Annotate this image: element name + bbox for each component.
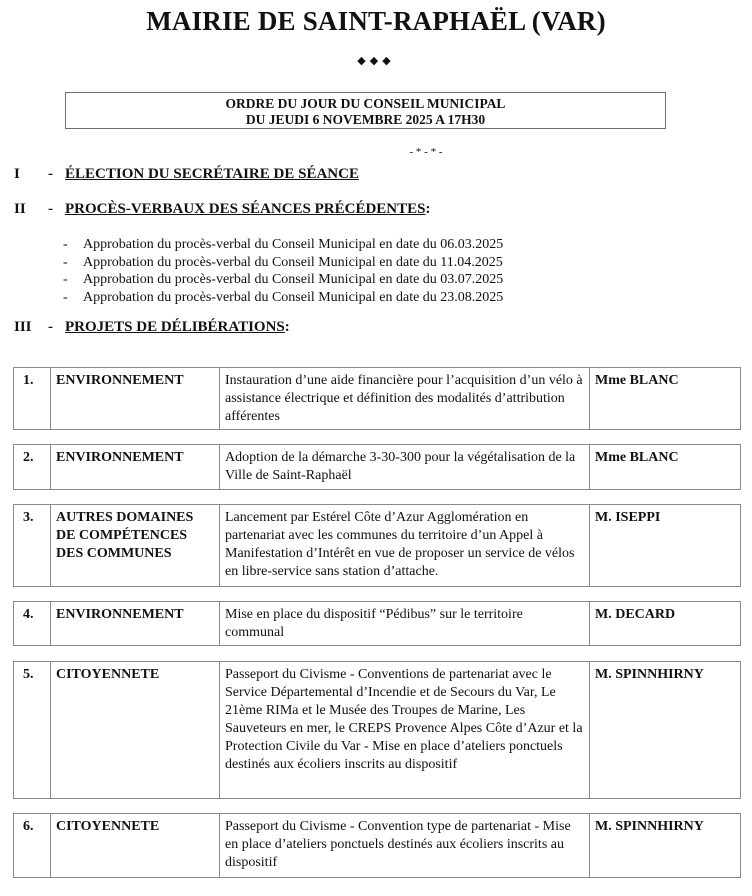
page-title: MAIRIE DE SAINT-RAPHAËL (VAR) [146, 6, 606, 36]
item-rapporteur: M. DECARD [595, 607, 676, 622]
item-rapporteur: M. ISEPPI [595, 510, 661, 525]
section-heading: PROJETS DE DÉLIBÉRATIONS [65, 319, 285, 335]
item-description: Passeport du Civisme - Convention type de partenariat - Mise en place d’ateliers ponctuels destinés aux écoliers inscrits au dispositif [220, 814, 590, 877]
agenda-header-line2: DU JEUDI 6 NOVEMBRE 2025 A 17H30 [245, 112, 486, 127]
section-2 [14, 201, 431, 218]
item-rapporteur: M. SPINNHIRNY [595, 667, 704, 682]
section-suffix: : [425, 201, 431, 217]
item-number: 4. [14, 602, 51, 645]
list-item-text: Approbation du procès-verbal du Conseil Municipal en date du 11.04.2025 [83, 254, 503, 270]
section-dash: - [48, 201, 53, 217]
item-description: Adoption de la démarche 3-30-300 pour la végétalisation de la Ville de Saint-Raphaël [220, 445, 590, 489]
section-dash: - [48, 166, 53, 182]
bullet: - [63, 289, 68, 305]
list-item [63, 289, 503, 307]
list-item [63, 271, 503, 289]
item-theme: CITOYENNETE [51, 814, 220, 877]
section-number: III [14, 319, 32, 335]
agenda-header-line1: ORDRE DU JOUR DU CONSEIL MUNICIPAL [225, 96, 506, 111]
list-item-text: Approbation du procès-verbal du Conseil Municipal en date du 23.08.2025 [83, 289, 504, 305]
bullet: - [63, 237, 68, 252]
item-theme: AUTRES DOMAINES DE COMPÉTENCES DES COMMUNES [51, 505, 220, 586]
table-row [13, 504, 741, 587]
item-description: Passeport du Civisme - Conventions de partenariat avec le Service Départemental d’Incendie et de Secours du Var, Le 21ème RIMa et le Musée des Troupes de Marine, Les Sauveteurs en mer, le CREPS Provence Alpes Côte d’Azur et la Protection Civile du Var - Mise en place d’ateliers ponctuels destinés aux écoliers inscrits au dispositif [220, 662, 590, 798]
section-number: II [14, 201, 26, 217]
table-row [13, 444, 741, 490]
list-item-text: Approbation du procès-verbal du Conseil Municipal en date du 03.07.2025 [83, 272, 504, 287]
bullet: - [63, 254, 68, 270]
bullet: - [63, 272, 68, 287]
list-item [63, 236, 503, 254]
list-item-text: Approbation du procès-verbal du Conseil Municipal en date du 06.03.2025 [83, 237, 504, 252]
section-suffix: : [284, 319, 290, 335]
item-number: 1. [14, 368, 51, 429]
table-row [13, 367, 741, 430]
section-1 [14, 166, 359, 183]
section-number: I [14, 166, 20, 182]
item-description: Lancement par Estérel Côte d’Azur Agglomération en partenariat avec les communes du territoire d’un Appel à Manifestation d’Intérêt en vue de proposer un service de vélos en libre-service sans station d’attache. [220, 505, 590, 586]
item-theme: ENVIRONNEMENT [51, 602, 220, 645]
table-row [13, 661, 741, 799]
item-rapporteur: Mme BLANC [595, 450, 679, 465]
item-number: 5. [14, 662, 51, 798]
section-dash: - [48, 319, 53, 335]
section-heading: ÉLECTION DU SECRÉTAIRE DE SÉANCE [65, 166, 359, 182]
list-item [63, 254, 503, 272]
table-row [13, 601, 741, 646]
table-row [13, 813, 741, 878]
item-description: Mise en place du dispositif “Pédibus” sur le territoire communal [220, 602, 590, 645]
item-theme: ENVIRONNEMENT [51, 445, 220, 489]
item-description: Instauration d’une aide financière pour l’acquisition d’un vélo à assistance électrique et définition des modalités d’attribution afférentes [220, 368, 590, 429]
separator: - * - * - [409, 146, 443, 158]
section-3 [14, 319, 290, 336]
diamond-ornament-icon: ◆◆◆ [357, 55, 395, 67]
item-rapporteur: M. SPINNHIRNY [595, 819, 704, 834]
item-number: 3. [14, 505, 51, 586]
item-rapporteur: Mme BLANC [595, 373, 679, 388]
section-heading: PROCÈS-VERBAUX DES SÉANCES PRÉCÉDENTES [65, 201, 426, 217]
item-number: 6. [14, 814, 51, 877]
minutes-list [63, 236, 503, 306]
item-theme: ENVIRONNEMENT [51, 368, 220, 429]
item-theme: CITOYENNETE [51, 662, 220, 798]
agenda-header-box [65, 92, 666, 129]
item-number: 2. [14, 445, 51, 489]
